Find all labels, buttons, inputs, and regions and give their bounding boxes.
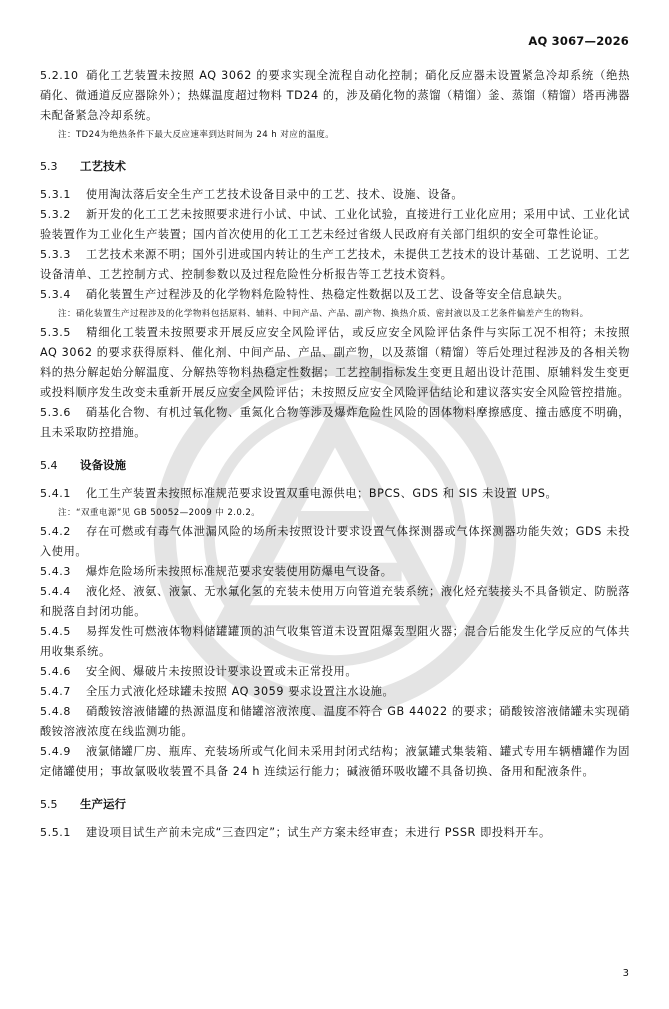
clause-5-4-6 [40, 662, 630, 682]
clause-text: 硝化工艺装置未按照 AQ 3062 的要求实现全流程自动化控制；硝化反应器未设置紧急冷却系统（绝热硝化、微通道反应器除外）；热媒温度超过物料 TD24 的，涉及硝化物的蒸馏（精馏）釜、蒸馏（精馏）塔再沸器未配备紧急冷却系统。 [40, 69, 630, 122]
clause-5-2-10 [40, 66, 630, 126]
clause-5-4-5 [40, 622, 630, 662]
clause-text: 爆炸危险场所未按照标准规范要求安装使用防爆电气设备。 [86, 565, 393, 578]
clause-text: 硝酸铵溶液储罐的热源温度和储罐溶液浓度、温度不符合 GB 44022 的要求；硝酸铵溶液储罐未实现硝酸铵溶液浓度在线监测功能。 [40, 705, 630, 738]
clause-5-4-8 [40, 702, 630, 742]
section-title: 设备设施 [80, 458, 126, 472]
clause-text: 工艺技术来源不明；国外引进或国内转让的生产工艺技术，未提供工艺技术的设计基础、工艺说明、工艺设备清单、工艺控制方式、控制参数以及过程危险性分析报告等工艺技术资料。 [40, 248, 630, 281]
clause-text: 建设项目试生产前未完成“三查四定”；试生产方案未经审查；未进行 PSSR 即投料开车。 [86, 826, 551, 839]
clause-5-4-2 [40, 522, 630, 562]
clause-text: 液氯储罐厂房、瓶库、充装场所或气化间未采用封闭式结构；液氯罐式集装箱、罐式专用车辆槽罐作为固定储罐使用；事故氯吸收装置不具备 24 h 连续运行能力；碱液循环吸收罐不具备切换、备用和配液条件。 [40, 745, 630, 778]
clause-number: 5.3.1 [40, 188, 71, 201]
section-heading-5-5 [40, 794, 630, 815]
document-body [40, 66, 630, 843]
section-title: 工艺技术 [80, 159, 126, 173]
clause-5-3-6 [40, 403, 630, 443]
clause-5-3-3 [40, 245, 630, 285]
clause-5-3-1 [40, 185, 630, 205]
clause-5-4-1 [40, 484, 630, 504]
clause-text: 使用淘汰落后安全生产工艺技术设备目录中的工艺、技术、设施、设备。 [86, 188, 464, 201]
clause-number: 5.3.4 [40, 288, 71, 301]
clause-text: 化工生产装置未按照标准规范要求设置双重电源供电；BPCS、GDS 和 SIS 未设置 UPS。 [86, 487, 558, 500]
clause-number: 5.3.2 [40, 208, 71, 221]
note-td24: 注：TD24为绝热条件下最大反应速率到达时间为 24 h 对应的温度。 [58, 130, 335, 140]
section-heading-5-4 [40, 455, 630, 476]
clause-number: 5.4.8 [40, 705, 71, 718]
clause-5-4-7 [40, 682, 630, 702]
clause-5-4-3 [40, 562, 630, 582]
section-number: 5.3 [40, 160, 58, 173]
clause-number: 5.4.2 [40, 525, 71, 538]
clause-text: 精细化工装置未按照要求开展反应安全风险评估，或反应安全风险评估条件与实际工况不相符；未按照 AQ 3062 的要求获得原料、催化剂、中间产品、产品、副产物，以及蒸馏（精馏）等后处理过程涉及的各相关物料的热分解起始分解温度、分解热等物料热稳定性数据；工艺控制指标发生变更且超出设计范围、原辅料发生变更或投料顺序发生改变未重新开展反应安全风险评估；未按照反应安全风险评估结论和建议落实安全风险管控措施。 [40, 326, 630, 399]
clause-number: 5.4.6 [40, 665, 71, 678]
clause-text: 全压力式液化烃球罐未按照 AQ 3059 要求设置注水设施。 [86, 685, 395, 698]
clause-5-3-4 [40, 285, 630, 305]
page-number: 3 [622, 968, 629, 979]
document-code: AQ 3067—2026 [528, 34, 629, 48]
section-title: 生产运行 [80, 797, 126, 811]
clause-text: 硝基化合物、有机过氧化物、重氮化合物等涉及爆炸危险性风险的固体物料摩擦感度、撞击感度不明确，且未采取防控措施。 [40, 406, 630, 439]
clause-number: 5.4.5 [40, 625, 71, 638]
section-number: 5.4 [40, 459, 58, 472]
clause-number: 5.3.3 [40, 248, 71, 261]
clause-number: 5.3.6 [40, 406, 71, 419]
clause-number: 5.4.4 [40, 585, 71, 598]
note-nitration-materials: 注：硝化装置生产过程涉及的化学物料包括原料、辅料、中间产品、产品、副产物、换热介质、密封液以及工艺条件偏差产生的物料。 [58, 309, 589, 319]
clause-text: 安全阀、爆破片未按照设计要求设置或未正常投用。 [86, 665, 358, 678]
note-dual-power: 注：“双重电源”见 GB 50052—2009 中 2.0.2。 [58, 508, 261, 518]
clause-5-3-5 [40, 323, 630, 403]
clause-number: 5.5.1 [40, 826, 71, 839]
clause-text: 存在可燃或有毒气体泄漏风险的场所未按照设计要求设置气体探测器或气体探测器功能失效；GDS 未投入使用。 [40, 525, 630, 558]
clause-5-4-4 [40, 582, 630, 622]
clause-number: 5.4.7 [40, 685, 71, 698]
clause-number: 5.4.1 [40, 487, 71, 500]
section-heading-5-3 [40, 156, 630, 177]
clause-number: 5.2.10 [40, 69, 79, 82]
clause-number: 5.3.5 [40, 326, 71, 339]
clause-number: 5.4.3 [40, 565, 71, 578]
clause-text: 液化烃、液氨、液氯、无水氟化氢的充装未使用万向管道充装系统；液化烃充装接头不具备锁定、防脱落和脱落自封闭功能。 [40, 585, 630, 618]
clause-text: 易挥发性可燃液体物料储罐罐顶的油气收集管道未设置阻爆轰型阻火器；混合后能发生化学反应的气体共用收集系统。 [40, 625, 630, 658]
clause-number: 5.4.9 [40, 745, 71, 758]
clause-text: 新开发的化工工艺未按照要求进行小试、中试、工业化试验，直接进行工业化应用；采用中试、工业化试验装置作为工业化生产装置；国内首次使用的化工工艺未经过省级人民政府有关部门组织的安全可靠性论证。 [40, 208, 630, 241]
clause-text: 硝化装置生产过程涉及的化学物料危险特性、热稳定性数据以及工艺、设备等安全信息缺失。 [86, 288, 570, 301]
clause-5-5-1 [40, 823, 630, 843]
section-number: 5.5 [40, 798, 58, 811]
clause-5-3-2 [40, 205, 630, 245]
clause-5-4-9 [40, 742, 630, 782]
